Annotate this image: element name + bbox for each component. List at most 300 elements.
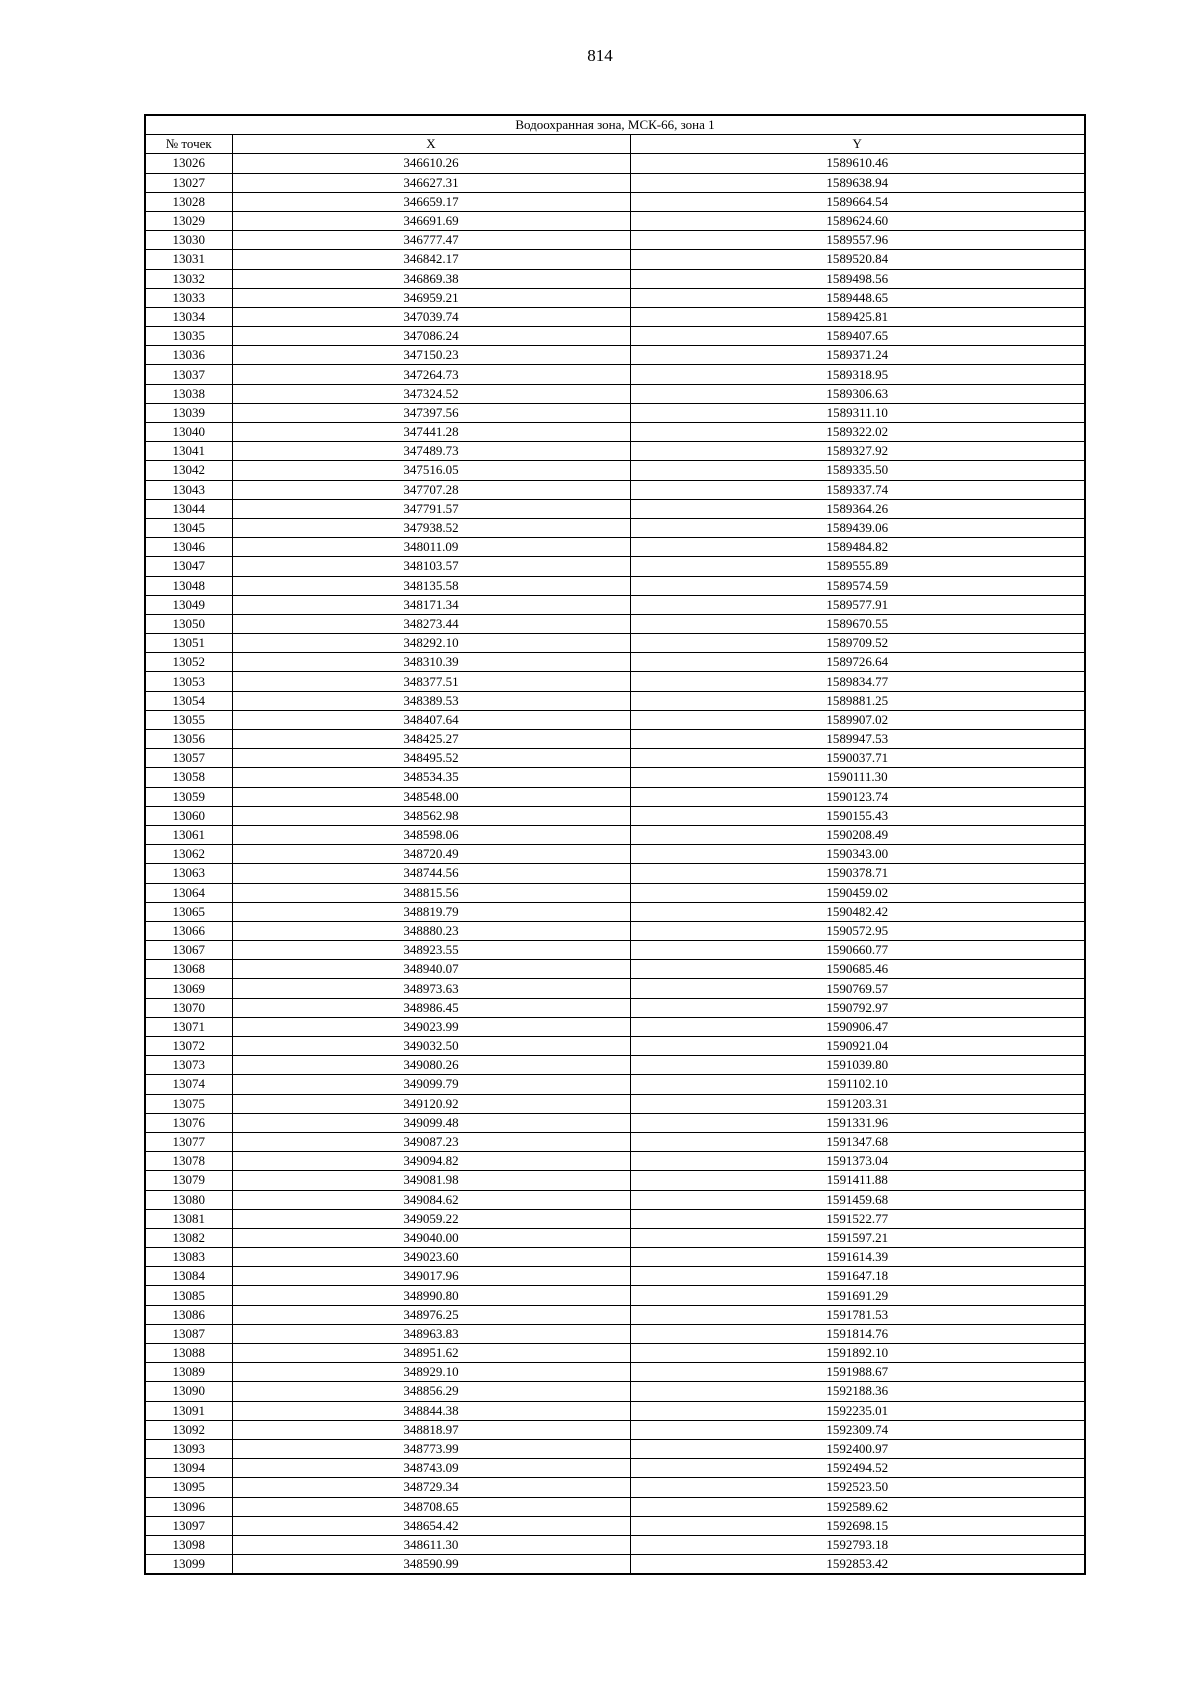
point-number-cell: 13030 xyxy=(145,231,232,250)
point-number-cell: 13028 xyxy=(145,192,232,211)
point-number-cell: 13061 xyxy=(145,825,232,844)
y-coordinate-cell: 1589335.50 xyxy=(630,461,1085,480)
table-row xyxy=(145,902,1085,921)
table-row xyxy=(145,595,1085,614)
x-coordinate-cell: 348773.99 xyxy=(232,1439,630,1458)
point-number-cell: 13087 xyxy=(145,1324,232,1343)
x-coordinate-cell: 349099.48 xyxy=(232,1113,630,1132)
table-row xyxy=(145,173,1085,192)
x-coordinate-cell: 349059.22 xyxy=(232,1209,630,1228)
y-coordinate-cell: 1589881.25 xyxy=(630,691,1085,710)
point-number-cell: 13029 xyxy=(145,211,232,230)
y-coordinate-cell: 1592698.15 xyxy=(630,1516,1085,1535)
x-coordinate-cell: 348818.97 xyxy=(232,1420,630,1439)
point-number-cell: 13093 xyxy=(145,1439,232,1458)
table-row xyxy=(145,634,1085,653)
y-coordinate-cell: 1592589.62 xyxy=(630,1497,1085,1516)
table-row xyxy=(145,1497,1085,1516)
point-number-cell: 13080 xyxy=(145,1190,232,1209)
point-number-cell: 13048 xyxy=(145,576,232,595)
x-coordinate-cell: 346842.17 xyxy=(232,250,630,269)
point-number-cell: 13056 xyxy=(145,730,232,749)
point-number-cell: 13084 xyxy=(145,1267,232,1286)
point-number-cell: 13049 xyxy=(145,595,232,614)
point-number-cell: 13067 xyxy=(145,941,232,960)
point-number-cell: 13047 xyxy=(145,557,232,576)
table-row xyxy=(145,749,1085,768)
point-number-cell: 13088 xyxy=(145,1344,232,1363)
y-coordinate-cell: 1590660.77 xyxy=(630,941,1085,960)
table-row xyxy=(145,231,1085,250)
y-coordinate-cell: 1589498.56 xyxy=(630,269,1085,288)
table-row xyxy=(145,1094,1085,1113)
y-coordinate-cell: 1590037.71 xyxy=(630,749,1085,768)
x-coordinate-cell: 347039.74 xyxy=(232,307,630,326)
coordinates-table xyxy=(144,114,1086,1575)
table-row xyxy=(145,730,1085,749)
y-coordinate-cell: 1590123.74 xyxy=(630,787,1085,806)
x-coordinate-cell: 347397.56 xyxy=(232,403,630,422)
x-coordinate-cell: 348590.99 xyxy=(232,1555,630,1575)
table-row xyxy=(145,1382,1085,1401)
point-number-cell: 13064 xyxy=(145,883,232,902)
table-row xyxy=(145,1037,1085,1056)
point-number-cell: 13074 xyxy=(145,1075,232,1094)
y-coordinate-cell: 1592494.52 xyxy=(630,1459,1085,1478)
x-coordinate-cell: 348856.29 xyxy=(232,1382,630,1401)
table-row xyxy=(145,1152,1085,1171)
point-number-cell: 13031 xyxy=(145,250,232,269)
y-coordinate-cell: 1591331.96 xyxy=(630,1113,1085,1132)
table-row xyxy=(145,1171,1085,1190)
table-row xyxy=(145,1056,1085,1075)
x-coordinate-cell: 348292.10 xyxy=(232,634,630,653)
point-number-cell: 13068 xyxy=(145,960,232,979)
table-row xyxy=(145,288,1085,307)
table-row xyxy=(145,1363,1085,1382)
y-coordinate-cell: 1589670.55 xyxy=(630,614,1085,633)
table-row xyxy=(145,423,1085,442)
x-coordinate-cell: 348929.10 xyxy=(232,1363,630,1382)
table-row xyxy=(145,1017,1085,1036)
point-number-cell: 13076 xyxy=(145,1113,232,1132)
y-coordinate-cell: 1590792.97 xyxy=(630,998,1085,1017)
table-row xyxy=(145,653,1085,672)
y-coordinate-cell: 1590921.04 xyxy=(630,1037,1085,1056)
x-coordinate-cell: 349080.26 xyxy=(232,1056,630,1075)
x-coordinate-cell: 348562.98 xyxy=(232,806,630,825)
x-coordinate-cell: 348273.44 xyxy=(232,614,630,633)
point-number-cell: 13027 xyxy=(145,173,232,192)
point-number-cell: 13050 xyxy=(145,614,232,633)
point-number-cell: 13083 xyxy=(145,1248,232,1267)
table-row xyxy=(145,1401,1085,1420)
y-coordinate-cell: 1592235.01 xyxy=(630,1401,1085,1420)
y-coordinate-cell: 1589364.26 xyxy=(630,499,1085,518)
x-coordinate-cell: 348923.55 xyxy=(232,941,630,960)
x-coordinate-cell: 348103.57 xyxy=(232,557,630,576)
table-row xyxy=(145,557,1085,576)
point-number-cell: 13037 xyxy=(145,365,232,384)
table-row xyxy=(145,518,1085,537)
y-coordinate-cell: 1589638.94 xyxy=(630,173,1085,192)
point-number-cell: 13078 xyxy=(145,1152,232,1171)
x-coordinate-cell: 346777.47 xyxy=(232,231,630,250)
y-coordinate-cell: 1589322.02 xyxy=(630,423,1085,442)
table-row xyxy=(145,1209,1085,1228)
y-coordinate-cell: 1591102.10 xyxy=(630,1075,1085,1094)
x-coordinate-cell: 347324.52 xyxy=(232,384,630,403)
table-row xyxy=(145,806,1085,825)
point-number-cell: 13099 xyxy=(145,1555,232,1575)
x-coordinate-cell: 348377.51 xyxy=(232,672,630,691)
point-number-cell: 13066 xyxy=(145,921,232,940)
point-number-cell: 13026 xyxy=(145,154,232,173)
point-number-cell: 13096 xyxy=(145,1497,232,1516)
x-coordinate-cell: 349087.23 xyxy=(232,1132,630,1151)
point-number-cell: 13055 xyxy=(145,710,232,729)
table-row xyxy=(145,403,1085,422)
point-number-cell: 13034 xyxy=(145,307,232,326)
table-row xyxy=(145,269,1085,288)
y-coordinate-cell: 1591373.04 xyxy=(630,1152,1085,1171)
y-coordinate-cell: 1589448.65 xyxy=(630,288,1085,307)
y-coordinate-cell: 1589726.64 xyxy=(630,653,1085,672)
table-row xyxy=(145,538,1085,557)
x-coordinate-cell: 347150.23 xyxy=(232,346,630,365)
y-coordinate-cell: 1591988.67 xyxy=(630,1363,1085,1382)
point-number-cell: 13032 xyxy=(145,269,232,288)
table-row xyxy=(145,710,1085,729)
table-row xyxy=(145,979,1085,998)
x-coordinate-cell: 348548.00 xyxy=(232,787,630,806)
x-coordinate-cell: 348973.63 xyxy=(232,979,630,998)
table-row xyxy=(145,921,1085,940)
y-coordinate-cell: 1590343.00 xyxy=(630,845,1085,864)
y-coordinate-cell: 1592400.97 xyxy=(630,1439,1085,1458)
table-row xyxy=(145,250,1085,269)
y-coordinate-cell: 1591522.77 xyxy=(630,1209,1085,1228)
x-coordinate-cell: 348310.39 xyxy=(232,653,630,672)
table-row xyxy=(145,1286,1085,1305)
y-coordinate-cell: 1592793.18 xyxy=(630,1535,1085,1554)
table-row xyxy=(145,941,1085,960)
y-coordinate-cell: 1591691.29 xyxy=(630,1286,1085,1305)
x-coordinate-cell: 349023.99 xyxy=(232,1017,630,1036)
point-number-cell: 13092 xyxy=(145,1420,232,1439)
x-coordinate-cell: 346959.21 xyxy=(232,288,630,307)
x-coordinate-cell: 349120.92 xyxy=(232,1094,630,1113)
x-coordinate-cell: 348171.34 xyxy=(232,595,630,614)
point-number-cell: 13079 xyxy=(145,1171,232,1190)
point-number-cell: 13036 xyxy=(145,346,232,365)
y-coordinate-cell: 1591411.88 xyxy=(630,1171,1085,1190)
point-number-cell: 13051 xyxy=(145,634,232,653)
x-coordinate-cell: 349099.79 xyxy=(232,1075,630,1094)
x-coordinate-cell: 348986.45 xyxy=(232,998,630,1017)
x-coordinate-cell: 346659.17 xyxy=(232,192,630,211)
point-number-cell: 13059 xyxy=(145,787,232,806)
y-coordinate-cell: 1591039.80 xyxy=(630,1056,1085,1075)
table-row xyxy=(145,1075,1085,1094)
y-coordinate-cell: 1591459.68 xyxy=(630,1190,1085,1209)
table-row xyxy=(145,825,1085,844)
point-number-cell: 13042 xyxy=(145,461,232,480)
x-coordinate-cell: 347264.73 xyxy=(232,365,630,384)
y-coordinate-cell: 1589407.65 xyxy=(630,327,1085,346)
y-coordinate-cell: 1589574.59 xyxy=(630,576,1085,595)
y-coordinate-cell: 1592523.50 xyxy=(630,1478,1085,1497)
x-coordinate-cell: 347791.57 xyxy=(232,499,630,518)
table-row xyxy=(145,1228,1085,1247)
x-coordinate-cell: 348011.09 xyxy=(232,538,630,557)
column-header-y: Y xyxy=(630,135,1085,154)
point-number-cell: 13063 xyxy=(145,864,232,883)
x-coordinate-cell: 346627.31 xyxy=(232,173,630,192)
x-coordinate-cell: 348880.23 xyxy=(232,921,630,940)
point-number-cell: 13043 xyxy=(145,480,232,499)
table-row xyxy=(145,1267,1085,1286)
point-number-cell: 13091 xyxy=(145,1401,232,1420)
y-coordinate-cell: 1592309.74 xyxy=(630,1420,1085,1439)
y-coordinate-cell: 1591892.10 xyxy=(630,1344,1085,1363)
table-row xyxy=(145,1113,1085,1132)
point-number-cell: 13095 xyxy=(145,1478,232,1497)
point-number-cell: 13094 xyxy=(145,1459,232,1478)
point-number-cell: 13085 xyxy=(145,1286,232,1305)
point-number-cell: 13070 xyxy=(145,998,232,1017)
point-number-cell: 13039 xyxy=(145,403,232,422)
x-coordinate-cell: 348729.34 xyxy=(232,1478,630,1497)
table-row xyxy=(145,691,1085,710)
x-coordinate-cell: 348940.07 xyxy=(232,960,630,979)
y-coordinate-cell: 1592188.36 xyxy=(630,1382,1085,1401)
point-number-cell: 13089 xyxy=(145,1363,232,1382)
x-coordinate-cell: 348743.09 xyxy=(232,1459,630,1478)
table-row xyxy=(145,960,1085,979)
x-coordinate-cell: 348425.27 xyxy=(232,730,630,749)
y-coordinate-cell: 1589664.54 xyxy=(630,192,1085,211)
point-number-cell: 13052 xyxy=(145,653,232,672)
y-coordinate-cell: 1592853.42 xyxy=(630,1555,1085,1575)
x-coordinate-cell: 347489.73 xyxy=(232,442,630,461)
y-coordinate-cell: 1589484.82 xyxy=(630,538,1085,557)
table-row xyxy=(145,346,1085,365)
x-coordinate-cell: 348135.58 xyxy=(232,576,630,595)
table-row xyxy=(145,998,1085,1017)
table-row xyxy=(145,327,1085,346)
point-number-cell: 13060 xyxy=(145,806,232,825)
y-coordinate-cell: 1591781.53 xyxy=(630,1305,1085,1324)
table-row xyxy=(145,1516,1085,1535)
point-number-cell: 13035 xyxy=(145,327,232,346)
point-number-cell: 13098 xyxy=(145,1535,232,1554)
table-row xyxy=(145,1535,1085,1554)
y-coordinate-cell: 1590482.42 xyxy=(630,902,1085,921)
x-coordinate-cell: 348720.49 xyxy=(232,845,630,864)
y-coordinate-cell: 1591814.76 xyxy=(630,1324,1085,1343)
point-number-cell: 13065 xyxy=(145,902,232,921)
point-number-cell: 13090 xyxy=(145,1382,232,1401)
x-coordinate-cell: 347441.28 xyxy=(232,423,630,442)
x-coordinate-cell: 347086.24 xyxy=(232,327,630,346)
x-coordinate-cell: 349023.60 xyxy=(232,1248,630,1267)
y-coordinate-cell: 1589624.60 xyxy=(630,211,1085,230)
table-row xyxy=(145,442,1085,461)
table-row xyxy=(145,192,1085,211)
table-row xyxy=(145,1190,1085,1209)
x-coordinate-cell: 349017.96 xyxy=(232,1267,630,1286)
x-coordinate-cell: 347938.52 xyxy=(232,518,630,537)
point-number-cell: 13082 xyxy=(145,1228,232,1247)
point-number-cell: 13077 xyxy=(145,1132,232,1151)
table-row xyxy=(145,461,1085,480)
table-row xyxy=(145,1459,1085,1478)
table-row xyxy=(145,1439,1085,1458)
y-coordinate-cell: 1589610.46 xyxy=(630,154,1085,173)
y-coordinate-cell: 1589557.96 xyxy=(630,231,1085,250)
x-coordinate-cell: 349032.50 xyxy=(232,1037,630,1056)
x-coordinate-cell: 346610.26 xyxy=(232,154,630,173)
y-coordinate-cell: 1589337.74 xyxy=(630,480,1085,499)
point-number-cell: 13038 xyxy=(145,384,232,403)
point-number-cell: 13073 xyxy=(145,1056,232,1075)
y-coordinate-cell: 1589371.24 xyxy=(630,346,1085,365)
y-coordinate-cell: 1589439.06 xyxy=(630,518,1085,537)
x-coordinate-cell: 349081.98 xyxy=(232,1171,630,1190)
point-number-cell: 13081 xyxy=(145,1209,232,1228)
table-row xyxy=(145,365,1085,384)
point-number-cell: 13033 xyxy=(145,288,232,307)
y-coordinate-cell: 1589555.89 xyxy=(630,557,1085,576)
x-coordinate-cell: 348611.30 xyxy=(232,1535,630,1554)
x-coordinate-cell: 348495.52 xyxy=(232,749,630,768)
y-coordinate-cell: 1590111.30 xyxy=(630,768,1085,787)
x-coordinate-cell: 348819.79 xyxy=(232,902,630,921)
y-coordinate-cell: 1590906.47 xyxy=(630,1017,1085,1036)
point-number-cell: 13097 xyxy=(145,1516,232,1535)
y-coordinate-cell: 1590155.43 xyxy=(630,806,1085,825)
y-coordinate-cell: 1589577.91 xyxy=(630,595,1085,614)
table-row xyxy=(145,614,1085,633)
x-coordinate-cell: 347707.28 xyxy=(232,480,630,499)
table-title-row xyxy=(145,115,1085,135)
table-header-row xyxy=(145,135,1085,154)
y-coordinate-cell: 1589425.81 xyxy=(630,307,1085,326)
y-coordinate-cell: 1590685.46 xyxy=(630,960,1085,979)
point-number-cell: 13044 xyxy=(145,499,232,518)
y-coordinate-cell: 1589947.53 xyxy=(630,730,1085,749)
y-coordinate-cell: 1590459.02 xyxy=(630,883,1085,902)
x-coordinate-cell: 348654.42 xyxy=(232,1516,630,1535)
column-header-point-number: № точек xyxy=(145,135,232,154)
point-number-cell: 13058 xyxy=(145,768,232,787)
table-row xyxy=(145,154,1085,173)
x-coordinate-cell: 346869.38 xyxy=(232,269,630,288)
table-row xyxy=(145,307,1085,326)
table-body xyxy=(145,154,1085,1574)
x-coordinate-cell: 348744.56 xyxy=(232,864,630,883)
table-title: Водоохранная зона, МСК-66, зона 1 xyxy=(145,115,1085,135)
x-coordinate-cell: 348598.06 xyxy=(232,825,630,844)
table-row xyxy=(145,576,1085,595)
x-coordinate-cell: 348708.65 xyxy=(232,1497,630,1516)
point-number-cell: 13053 xyxy=(145,672,232,691)
x-coordinate-cell: 349084.62 xyxy=(232,1190,630,1209)
y-coordinate-cell: 1589306.63 xyxy=(630,384,1085,403)
table-row xyxy=(145,1324,1085,1343)
point-number-cell: 13045 xyxy=(145,518,232,537)
point-number-cell: 13057 xyxy=(145,749,232,768)
x-coordinate-cell: 348815.56 xyxy=(232,883,630,902)
table-row xyxy=(145,1344,1085,1363)
x-coordinate-cell: 348963.83 xyxy=(232,1324,630,1343)
point-number-cell: 13071 xyxy=(145,1017,232,1036)
point-number-cell: 13054 xyxy=(145,691,232,710)
y-coordinate-cell: 1589327.92 xyxy=(630,442,1085,461)
y-coordinate-cell: 1589709.52 xyxy=(630,634,1085,653)
table-row xyxy=(145,1305,1085,1324)
table-row xyxy=(145,1248,1085,1267)
table-row xyxy=(145,768,1085,787)
y-coordinate-cell: 1590378.71 xyxy=(630,864,1085,883)
point-number-cell: 13086 xyxy=(145,1305,232,1324)
x-coordinate-cell: 348407.64 xyxy=(232,710,630,729)
x-coordinate-cell: 346691.69 xyxy=(232,211,630,230)
point-number-cell: 13062 xyxy=(145,845,232,864)
y-coordinate-cell: 1589318.95 xyxy=(630,365,1085,384)
x-coordinate-cell: 349040.00 xyxy=(232,1228,630,1247)
x-coordinate-cell: 348951.62 xyxy=(232,1344,630,1363)
y-coordinate-cell: 1591203.31 xyxy=(630,1094,1085,1113)
x-coordinate-cell: 348976.25 xyxy=(232,1305,630,1324)
x-coordinate-cell: 348844.38 xyxy=(232,1401,630,1420)
y-coordinate-cell: 1589520.84 xyxy=(630,250,1085,269)
y-coordinate-cell: 1589834.77 xyxy=(630,672,1085,691)
y-coordinate-cell: 1591614.39 xyxy=(630,1248,1085,1267)
table-row xyxy=(145,1132,1085,1151)
table-row xyxy=(145,499,1085,518)
page-number: 814 xyxy=(587,46,613,65)
x-coordinate-cell: 347516.05 xyxy=(232,461,630,480)
table-row xyxy=(145,384,1085,403)
y-coordinate-cell: 1590769.57 xyxy=(630,979,1085,998)
point-number-cell: 13075 xyxy=(145,1094,232,1113)
table-row xyxy=(145,1555,1085,1575)
x-coordinate-cell: 348990.80 xyxy=(232,1286,630,1305)
point-number-cell: 13040 xyxy=(145,423,232,442)
table-row xyxy=(145,1478,1085,1497)
table-row xyxy=(145,211,1085,230)
point-number-cell: 13072 xyxy=(145,1037,232,1056)
table-row xyxy=(145,672,1085,691)
table-row xyxy=(145,883,1085,902)
table-row xyxy=(145,864,1085,883)
x-coordinate-cell: 349094.82 xyxy=(232,1152,630,1171)
table-row xyxy=(145,787,1085,806)
table-row xyxy=(145,480,1085,499)
y-coordinate-cell: 1591647.18 xyxy=(630,1267,1085,1286)
y-coordinate-cell: 1589907.02 xyxy=(630,710,1085,729)
y-coordinate-cell: 1591597.21 xyxy=(630,1228,1085,1247)
y-coordinate-cell: 1590208.49 xyxy=(630,825,1085,844)
table-row xyxy=(145,845,1085,864)
y-coordinate-cell: 1590572.95 xyxy=(630,921,1085,940)
point-number-cell: 13069 xyxy=(145,979,232,998)
y-coordinate-cell: 1591347.68 xyxy=(630,1132,1085,1151)
x-coordinate-cell: 348389.53 xyxy=(232,691,630,710)
point-number-cell: 13046 xyxy=(145,538,232,557)
